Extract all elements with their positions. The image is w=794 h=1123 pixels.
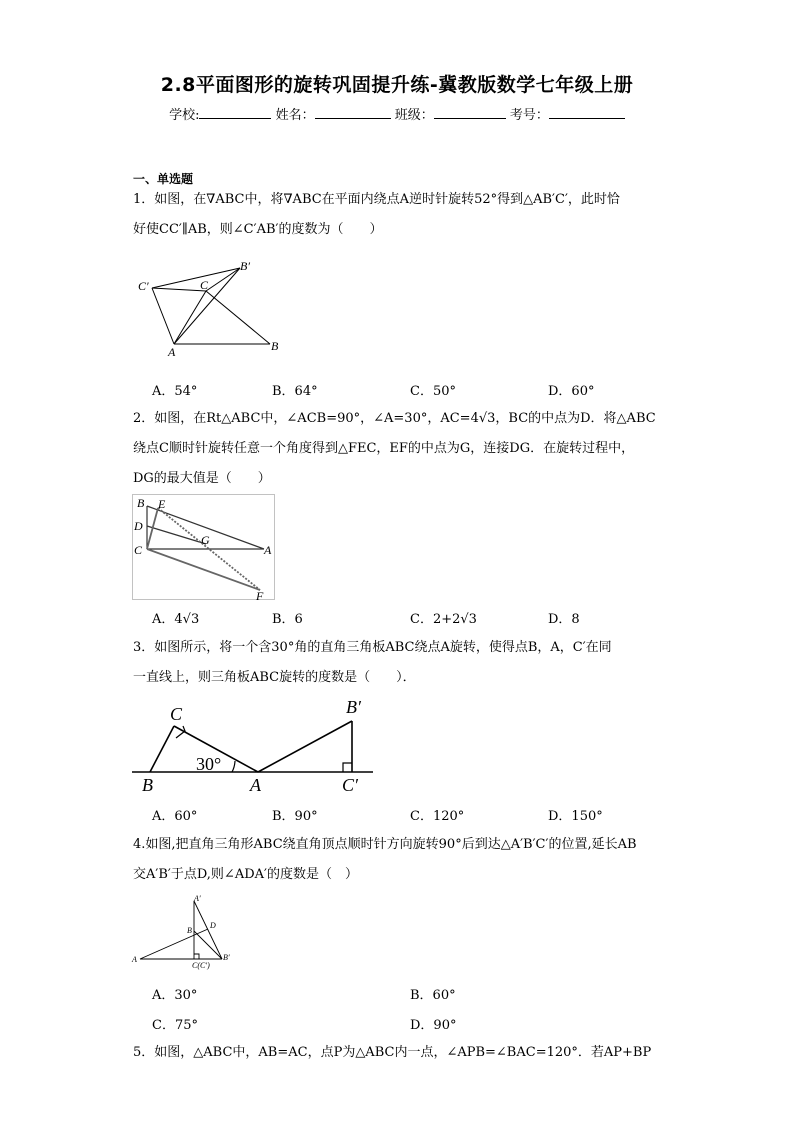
q2-label-d: D (134, 519, 143, 533)
q1-option-c[interactable]: C．50° (410, 384, 456, 399)
q1-label-c1: C′ (138, 279, 149, 293)
q3-line2: 一直线上，则三角板ABC旋转的度数是（ ）． (133, 670, 416, 685)
q3-label-c1: C′ (342, 775, 358, 795)
q1-option-d[interactable]: D．60° (548, 384, 595, 399)
class-label: 班级： (394, 108, 434, 123)
q2-label-c: C (134, 543, 143, 557)
page-title: 2.8平面图形的旋转巩固提升练-冀教版数学七年级上册 (160, 74, 634, 96)
class-blank[interactable] (434, 106, 506, 119)
q2-line1: 2．如图，在Rt△ABC中，∠ACB=90°，∠A=30°，AC=4√3，BC的中点为D．将△ABC (133, 411, 656, 426)
q3-label-b: B (142, 775, 153, 795)
q3-option-d[interactable]: D．150° (548, 809, 603, 824)
q2-line3: DG的最大值是（ ） (133, 471, 271, 486)
school-blank[interactable] (199, 106, 271, 119)
q3-line1: 3．如图所示，将一个含30°角的直角三角板ABC绕点A旋转，使得点B，A，C′在同 (133, 640, 612, 655)
q4-label-b1: B′ (223, 953, 230, 962)
q2-label-e: E (158, 497, 166, 511)
q1-line1: 1．如图，在∇ABC中，将∇ABC在平面内绕点A逆时针旋转52°得到△AB′C′，此时恰 (133, 192, 620, 207)
q2-option-c[interactable]: C．2+2√3 (410, 612, 477, 627)
q2-label-b: B (137, 496, 145, 510)
question-2 (133, 404, 663, 494)
question-4 (133, 830, 663, 890)
q3-label-b1: B′ (346, 697, 361, 717)
q4-line2: 交A′B′于点D,则∠ADA′的度数是（ ） (133, 867, 358, 882)
q4-label-b: B (187, 926, 192, 935)
name-label: 姓名： (275, 108, 315, 123)
q1-label-a: A (168, 345, 176, 358)
q3-option-a[interactable]: A．60° (152, 809, 198, 824)
q2-label-f: F (256, 589, 264, 600)
q4-figure (130, 893, 242, 973)
q5-line1: 5．如图，△ABC中，AB=AC，点P为△ABC内一点，∠APB=∠BAC=120°．若AP+BP (133, 1045, 652, 1060)
id-label: 考号： (509, 108, 549, 123)
q4-label-d: D (210, 921, 216, 930)
q3-option-c[interactable]: C．120° (410, 809, 465, 824)
q4-label-a1: A′ (194, 894, 201, 903)
q4-label-c: C(C′) (192, 961, 210, 970)
section-heading: 一、单选题 (133, 172, 194, 186)
q1-figure (130, 258, 290, 358)
q4-option-a[interactable]: A．30° (152, 988, 198, 1003)
question-1 (133, 185, 663, 245)
q4-option-d[interactable]: D．90° (410, 1018, 457, 1033)
q3-figure (130, 695, 375, 795)
q1-label-c: C (200, 278, 209, 292)
q2-option-b[interactable]: B．6 (272, 612, 303, 627)
q4-line1: 4.如图,把直角三角形ABC绕直角顶点顺时针方向旋转90°后到达△A′B′C′的位置,延长AB (133, 837, 637, 852)
school-label: 学校: (169, 108, 200, 123)
q1-label-b1: B′ (240, 259, 250, 273)
id-blank[interactable] (549, 106, 625, 119)
q2-line2: 绕点C顺时针旋转任意一个角度得到△FEC，EF的中点为G，连接DG．在旋转过程中， (133, 441, 635, 456)
q4-label-a: A (132, 955, 137, 964)
q1-label-b: B (271, 339, 279, 353)
q2-label-g: G (201, 533, 210, 547)
q4-option-c[interactable]: C．75° (152, 1018, 198, 1033)
q3-option-b[interactable]: B．90° (272, 809, 318, 824)
q2-option-d[interactable]: D．8 (548, 612, 580, 627)
q1-line2: 好使CC′∥AB，则∠C′AB′的度数为（ ） (133, 222, 383, 237)
q1-option-b[interactable]: B．64° (272, 384, 318, 399)
q2-option-a[interactable]: A．4√3 (152, 612, 200, 627)
q3-label-c: C (170, 704, 183, 724)
question-5 (133, 1038, 663, 1068)
q2-label-a: A (264, 543, 272, 557)
q2-figure (132, 494, 275, 600)
student-info-line (0, 104, 794, 123)
name-blank[interactable] (315, 106, 391, 119)
q3-label-a: A (250, 775, 261, 795)
q3-angle-label: 30° (196, 754, 222, 774)
question-3 (133, 633, 663, 693)
q1-option-a[interactable]: A．54° (152, 384, 198, 399)
q4-option-b[interactable]: B．60° (410, 988, 456, 1003)
